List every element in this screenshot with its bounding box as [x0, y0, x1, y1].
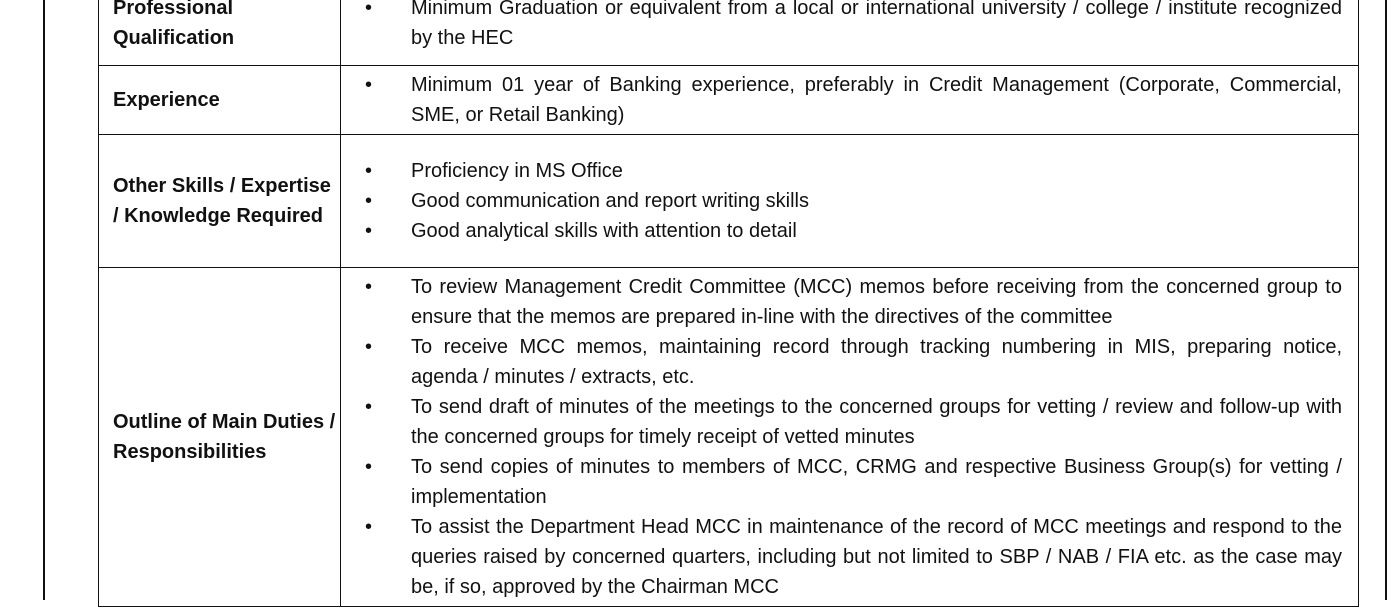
row-content [341, 0, 1359, 66]
table-row-experience [99, 66, 1359, 135]
row-label: Professional Qualification [99, 0, 341, 66]
job-requirements-table [98, 0, 1359, 607]
bullet-list [341, 70, 1342, 130]
table-row-main-duties [99, 268, 1359, 607]
row-label: Outline of Main Duties / Responsibilities [99, 268, 341, 607]
row-content [341, 135, 1359, 268]
row-content [341, 66, 1359, 135]
list-item: • To send copies of minutes to members of MCC, CRMG and respective Business Group(s) for vetting / implementation [341, 452, 1342, 512]
list-item: • To send draft of minutes of the meetings to the concerned groups for vetting / review and follow-up with the concerned groups for timely receipt of vetted minutes [341, 392, 1342, 452]
list-item: • Good communication and report writing skills [341, 186, 1342, 216]
row-label: Experience [99, 66, 341, 135]
list-item: • To review Management Credit Committee (MCC) memos before receiving from the concerned group to ensure that the memos are prepared in-line with the directives of the committee [341, 272, 1342, 332]
list-item: • Minimum 01 year of Banking experience, preferably in Credit Management (Corporate, Commercial, SME, or Retail Banking) [341, 70, 1342, 130]
table-row-professional-qualification [99, 0, 1359, 66]
page-border-left [43, 0, 45, 600]
list-item: • Proficiency in MS Office [341, 156, 1342, 186]
bullet-list [341, 0, 1342, 53]
list-item: • To receive MCC memos, maintaining record through tracking numbering in MIS, preparing notice, agenda / minutes / extracts, etc. [341, 332, 1342, 392]
row-content [341, 268, 1359, 607]
list-item: • Good analytical skills with attention to detail [341, 216, 1342, 246]
page-border-right [1385, 0, 1387, 600]
table-row-other-skills [99, 135, 1359, 268]
bullet-list [341, 156, 1342, 246]
list-item: • Minimum Graduation or equivalent from a local or international university / college / institute recognized by the HEC [341, 0, 1342, 53]
row-label: Other Skills / Expertise / Knowledge Required [99, 135, 341, 268]
bullet-list [341, 272, 1342, 602]
list-item: • To assist the Department Head MCC in maintenance of the record of MCC meetings and respond to the queries raised by concerned quarters, including but not limited to SBP / NAB / FIA etc. as the case may be, if so, approved by the Chairman MCC [341, 512, 1342, 602]
